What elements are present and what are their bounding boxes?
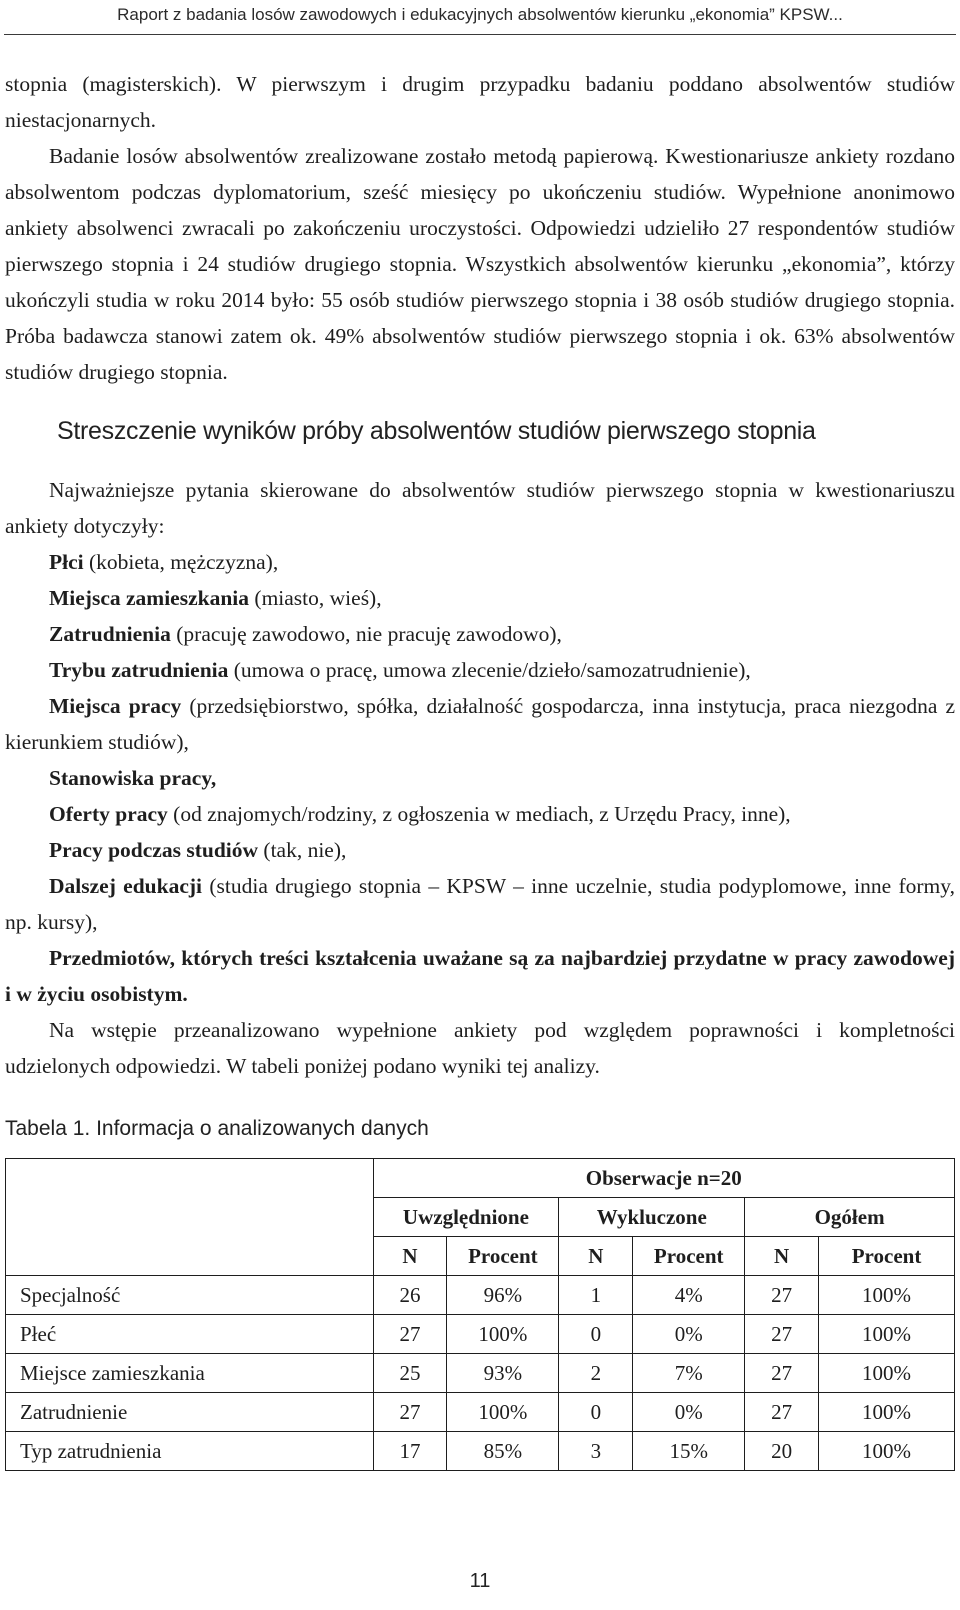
table-column-header: N — [373, 1237, 447, 1276]
topic-detail: (od znajomych/rodziny, z ogłoszenia w mediach, z Urzędu Pracy, inne), — [167, 802, 791, 826]
table-super-header: Obserwacje n=20 — [373, 1159, 955, 1198]
paragraph-continuation: stopnia (magisterskich). W pierwszym i drugim przypadku badaniu poddano absolwentów studiów niestacjonarnych. — [5, 72, 955, 132]
topic-detail: (miasto, wieś), — [249, 586, 382, 610]
table-column-header: Procent — [819, 1237, 955, 1276]
topic-detail: (kobieta, mężczyzna), — [83, 550, 279, 574]
table-cell: 27 — [745, 1393, 819, 1432]
table-cell: 1 — [559, 1276, 633, 1315]
row-label: Płeć — [6, 1315, 374, 1354]
table-cell: 27 — [373, 1393, 447, 1432]
table-cell: 100% — [819, 1432, 955, 1471]
table-column-header: N — [745, 1237, 819, 1276]
table-column-header: N — [559, 1237, 633, 1276]
bold-paragraph: Przedmiotów, których treści kształcenia uważane są za najbardziej przydatne w pracy zawodowej i w życiu osobistym. — [5, 946, 955, 1006]
table-cell: 100% — [819, 1315, 955, 1354]
paragraph-method: Badanie losów absolwentów zrealizowane zostało metodą papierową. Kwestionariusze ankiety rozdano absolwentom podczas dyplomatorium, sześć miesięcy po ukończeniu studiów. Wypełnione anonimowo ankiety absolwenci zwracali po zakończeniu uroczystości. Odpowiedzi udzieliło 27 respondentów studiów pierwszego stopnia i 24 studiów drugiego stopnia. Wszystkich absolwentów kierunku „ekonomia”, którzy ukończyli studia w roku 2014 było: 55 osób studiów pierwszego stopnia i 38 osób studiów drugiego stopnia. Próba badawcza stanowi zatem ok. 49% absolwentów studiów pierwszego stopnia i ok. 63% absolwentów studiów drugiego stopnia. — [5, 144, 955, 384]
table-cell: 0% — [633, 1393, 745, 1432]
table-column-header: Procent — [447, 1237, 559, 1276]
table-cell: 7% — [633, 1354, 745, 1393]
topic-term: Trybu zatrudnienia — [49, 658, 229, 682]
list-item — [5, 616, 955, 652]
table-corner-cell — [6, 1159, 374, 1276]
running-header: Raport z badania losów zawodowych i edukacyjnych absolwentów kierunku „ekonomia” KPSW... — [117, 5, 843, 24]
table-cell: 100% — [447, 1393, 559, 1432]
table-cell: 17 — [373, 1432, 447, 1471]
topic-term: Miejsca pracy — [49, 694, 182, 718]
list-item — [5, 652, 955, 688]
list-item — [5, 868, 955, 940]
topic-detail: (tak, nie), — [258, 838, 347, 862]
list-item — [5, 688, 955, 760]
table-cell: 26 — [373, 1276, 447, 1315]
table-cell: 3 — [559, 1432, 633, 1471]
topic-term: Pracy podczas studiów — [49, 838, 259, 862]
list-item — [5, 760, 955, 796]
table-row — [6, 1393, 955, 1432]
table-cell: 15% — [633, 1432, 745, 1471]
topics-list — [5, 544, 955, 940]
list-item — [5, 832, 955, 868]
row-label: Miejsce zamieszkania — [6, 1354, 374, 1393]
table-cell: 100% — [819, 1276, 955, 1315]
topic-term: Oferty pracy — [49, 802, 168, 826]
table-cell: 2 — [559, 1354, 633, 1393]
topic-detail: (umowa o pracę, umowa zlecenie/dzieło/samozatrudnienie), — [228, 658, 751, 682]
topic-detail: (pracuję zawodowo, nie pracuję zawodowo), — [170, 622, 562, 646]
table-group-header: Uwzględnione — [373, 1198, 559, 1237]
table-caption: Tabela 1. Informacja o analizowanych danych — [5, 1117, 429, 1140]
row-label: Specjalność — [6, 1276, 374, 1315]
list-item — [5, 580, 955, 616]
row-label: Typ zatrudnienia — [6, 1432, 374, 1471]
table-cell: 4% — [633, 1276, 745, 1315]
closing-paragraph: Na wstępie przeanalizowano wypełnione ankiety pod względem poprawności i kompletności udzielonych odpowiedzi. W tabeli poniżej podano wyniki tej analizy. — [5, 1018, 955, 1078]
table-cell: 93% — [447, 1354, 559, 1393]
table-cell: 100% — [819, 1393, 955, 1432]
table-cell: 20 — [745, 1432, 819, 1471]
table-cell: 27 — [745, 1276, 819, 1315]
table-cell: 100% — [447, 1315, 559, 1354]
table-row — [6, 1432, 955, 1471]
page-content — [5, 66, 955, 1471]
topic-term: Dalszej edukacji — [49, 874, 203, 898]
topic-detail: (studia drugiego stopnia – KPSW – inne uczelnie, studia podyplomowe, inne formy, np. kursy), — [5, 874, 955, 934]
table-cell: 0 — [559, 1393, 633, 1432]
topic-term: Płci — [49, 550, 84, 574]
row-label: Zatrudnienie — [6, 1393, 374, 1432]
table-row — [6, 1276, 955, 1315]
header-rule — [4, 34, 956, 35]
table-group-header: Ogółem — [745, 1198, 955, 1237]
topic-detail: (przedsiębiorstwo, spółka, działalność gospodarcza, inna instytucja, praca niezgodna z kierunkiem studiów), — [5, 694, 956, 754]
intro-paragraph: Najważniejsze pytania skierowane do absolwentów studiów pierwszego stopnia w kwestionariuszu ankiety dotyczyły: — [5, 478, 955, 538]
table-cell: 0 — [559, 1315, 633, 1354]
list-item — [5, 544, 955, 580]
section-heading: Streszczenie wyników próby absolwentów studiów pierwszego stopnia — [57, 417, 816, 445]
table-cell: 27 — [745, 1354, 819, 1393]
list-item — [5, 796, 955, 832]
table-cell: 25 — [373, 1354, 447, 1393]
table-cell: 27 — [373, 1315, 447, 1354]
topic-term: Miejsca zamieszkania — [49, 586, 250, 610]
table-row — [6, 1354, 955, 1393]
page-number: 11 — [469, 1570, 491, 1592]
topic-term: Stanowiska pracy, — [49, 766, 217, 790]
data-table — [5, 1158, 955, 1471]
table-cell: 27 — [745, 1315, 819, 1354]
table-cell: 96% — [447, 1276, 559, 1315]
table-column-header: Procent — [633, 1237, 745, 1276]
topic-term: Zatrudnienia — [49, 622, 171, 646]
table-header-row — [6, 1159, 955, 1198]
table-cell: 85% — [447, 1432, 559, 1471]
table-cell: 0% — [633, 1315, 745, 1354]
table-row — [6, 1315, 955, 1354]
table-group-header: Wykluczone — [559, 1198, 745, 1237]
table-cell: 100% — [819, 1354, 955, 1393]
